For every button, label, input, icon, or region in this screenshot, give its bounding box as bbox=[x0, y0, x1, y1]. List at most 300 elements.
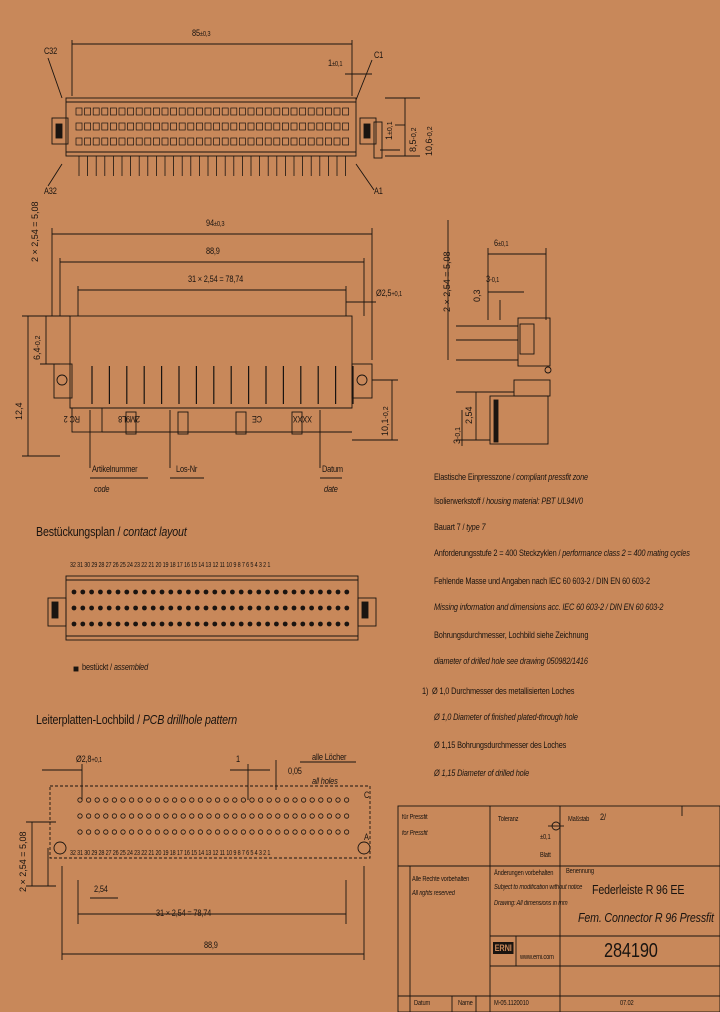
contact-dot bbox=[72, 606, 77, 611]
contact-dot bbox=[204, 590, 209, 595]
contact-dot bbox=[327, 606, 332, 611]
contact-dot bbox=[124, 590, 129, 595]
callout-date: date bbox=[324, 484, 338, 494]
top-contact-cell bbox=[179, 108, 185, 115]
top-contact-cell bbox=[317, 108, 323, 115]
top-contact-cell bbox=[291, 108, 297, 115]
top-contact-cell bbox=[274, 123, 280, 130]
top-contact-cell bbox=[222, 108, 228, 115]
pcb-note-de: alle Löcher bbox=[312, 752, 347, 762]
contact-dot bbox=[204, 622, 209, 627]
hole-note-2: Ø 1,15 Bohrungsdurchmesser des Loches bbox=[434, 740, 567, 750]
contact-dot bbox=[186, 622, 191, 627]
top-contact-cell bbox=[239, 108, 245, 115]
pcb-hole bbox=[164, 830, 168, 834]
pcb-hole bbox=[250, 830, 254, 834]
top-contact-cell bbox=[214, 108, 220, 115]
pcb-hole bbox=[250, 798, 254, 802]
top-contact-cell bbox=[196, 123, 202, 130]
pcb-hole bbox=[129, 798, 133, 802]
pcb-hole bbox=[112, 830, 116, 834]
title-website: www.erni.com bbox=[520, 954, 554, 961]
contact-layout-connector bbox=[48, 576, 376, 671]
pcb-pattern-drawing bbox=[26, 760, 370, 960]
title-footer-right: 07.02 bbox=[620, 1000, 634, 1007]
pcb-hole bbox=[172, 798, 176, 802]
title-subject-en: Subject to modification without notice bbox=[494, 884, 583, 891]
pcb-hole bbox=[121, 830, 125, 834]
pcb-hole bbox=[104, 830, 108, 834]
top-contact-cell bbox=[300, 123, 306, 130]
contact-dot bbox=[177, 622, 182, 627]
pcb-hole bbox=[250, 814, 254, 818]
front-left-big-dim: 12,4 bbox=[14, 402, 24, 420]
top-contact-cell bbox=[188, 138, 194, 145]
top-contact-cell bbox=[308, 123, 314, 130]
top-contact-cell bbox=[76, 123, 82, 130]
pcb-hole bbox=[198, 814, 202, 818]
pcb-hole bbox=[78, 830, 82, 834]
top-contact-cell bbox=[102, 108, 108, 115]
top-contact-cell bbox=[257, 108, 263, 115]
pcb-hole bbox=[138, 798, 142, 802]
top-contact-cell bbox=[282, 108, 288, 115]
contact-dot bbox=[283, 622, 288, 627]
top-contact-cell bbox=[145, 138, 151, 145]
pcb-hole bbox=[284, 814, 288, 818]
top-contact-cell bbox=[171, 108, 177, 115]
title-notice-en: All rights reserved bbox=[412, 890, 455, 897]
top-contact-cell bbox=[274, 108, 280, 115]
top-contact-cell bbox=[231, 123, 237, 130]
top-contact-cell bbox=[196, 138, 202, 145]
top-contact-cell bbox=[317, 123, 323, 130]
top-contact-cell bbox=[343, 138, 349, 145]
contact-dot bbox=[107, 622, 112, 627]
pcb-hole bbox=[86, 830, 90, 834]
contact-dot bbox=[212, 590, 217, 595]
contact-dot bbox=[274, 590, 279, 595]
top-right-dim: 1±0,1 bbox=[328, 58, 343, 68]
top-contact-cell bbox=[325, 123, 331, 130]
contact-dot bbox=[309, 590, 314, 595]
top-contact-cell bbox=[93, 138, 99, 145]
contact-dot bbox=[72, 590, 77, 595]
top-contact-cell bbox=[257, 138, 263, 145]
top-pin-dim: 1±0,1 bbox=[384, 121, 394, 140]
hole-note-0: 1) Ø 1,0 Durchmesser des metallisierten Loches bbox=[422, 686, 575, 696]
top-contact-cell bbox=[110, 108, 116, 115]
callout-datum: Datum bbox=[322, 464, 343, 474]
top-contact-cell bbox=[317, 138, 323, 145]
contact-dot bbox=[116, 622, 121, 627]
contact-dot bbox=[344, 622, 349, 627]
side-b-dim: 0,3 bbox=[472, 289, 482, 302]
contact-dot bbox=[344, 606, 349, 611]
top-contact-cell bbox=[76, 108, 82, 115]
pcb-hole bbox=[215, 798, 219, 802]
pcb-row-a: A bbox=[364, 832, 369, 842]
pcb-hole bbox=[258, 798, 262, 802]
contact-layout-numbers: 32 31 30 29 28 27 26 25 24 23 22 21 20 19 18 17 16 15 14 13 12 11 10 9 8 7 6 5 4 3 2 1 bbox=[70, 562, 271, 569]
side-a-dim: 3-0,1 bbox=[486, 274, 500, 284]
label-a1: A1 bbox=[374, 186, 383, 196]
contact-dot bbox=[80, 590, 85, 595]
pcb-hole bbox=[276, 830, 280, 834]
pcb-pitch-dim: 31 × 2,54 = 78,74 bbox=[156, 908, 212, 918]
contact-dot bbox=[256, 590, 261, 595]
top-contact-cell bbox=[171, 123, 177, 130]
contact-dot bbox=[98, 622, 103, 627]
callout-artikel: Artikelnummer bbox=[92, 464, 138, 474]
contact-dot bbox=[133, 606, 138, 611]
pcb-hole bbox=[258, 830, 262, 834]
front-view-connector bbox=[22, 228, 398, 478]
pcb-hole bbox=[172, 814, 176, 818]
top-contact-cell bbox=[128, 108, 134, 115]
top-contact-cell bbox=[308, 108, 314, 115]
title-drawing-note: Drawing: All dimensions in mm bbox=[494, 900, 568, 907]
pcb-hole bbox=[344, 798, 348, 802]
title-product-en: Fem. Connector R 96 Pressfit bbox=[578, 910, 714, 925]
contact-dot bbox=[142, 590, 147, 595]
pcb-hole bbox=[267, 814, 271, 818]
pcb-hole-dim: Ø2,8+0,1 bbox=[76, 754, 103, 764]
contact-dot bbox=[265, 590, 270, 595]
contact-dot bbox=[212, 622, 217, 627]
top-view-connector bbox=[48, 40, 420, 190]
contact-dot bbox=[318, 590, 323, 595]
contact-dot bbox=[89, 590, 94, 595]
top-contact-cell bbox=[93, 123, 99, 130]
contact-dot bbox=[292, 590, 297, 595]
front-body-dim: 88,9 bbox=[206, 246, 220, 256]
front-hole-dim: Ø2,5+0,1 bbox=[376, 288, 403, 298]
pcb-hole bbox=[129, 814, 133, 818]
top-contact-cell bbox=[205, 108, 211, 115]
contact-dot bbox=[72, 622, 77, 627]
top-contact-cell bbox=[291, 138, 297, 145]
pcb-hole bbox=[319, 798, 323, 802]
pcb-hole bbox=[95, 798, 99, 802]
side-c-dim: 2,54 bbox=[464, 406, 474, 424]
contact-dot bbox=[186, 590, 191, 595]
top-width-dim: 85±0,3 bbox=[192, 28, 211, 38]
top-contact-cell bbox=[171, 138, 177, 145]
top-contact-cell bbox=[76, 138, 82, 145]
top-contact-cell bbox=[153, 108, 159, 115]
pcb-hole bbox=[129, 830, 133, 834]
top-contact-cell bbox=[153, 138, 159, 145]
contact-dot bbox=[283, 590, 288, 595]
top-pin-rows bbox=[76, 108, 349, 145]
contact-dot bbox=[168, 590, 173, 595]
pcb-hole bbox=[155, 814, 159, 818]
spec-line-0: Elastische Einpresszone / compliant pressfit zone bbox=[434, 472, 589, 482]
top-contact-cell bbox=[136, 108, 142, 115]
top-contact-cell bbox=[214, 123, 220, 130]
contact-dot bbox=[107, 606, 112, 611]
title-scale-label: Maßstab bbox=[568, 816, 590, 823]
pcb-hole bbox=[121, 814, 125, 818]
top-contact-cell bbox=[128, 138, 134, 145]
pcb-hole bbox=[121, 798, 125, 802]
title-footer-left: Datum bbox=[414, 1000, 431, 1007]
pcb-pattern-title: Leiterplatten-Lochbild / PCB drillhole pattern bbox=[36, 712, 238, 727]
top-contact-cell bbox=[162, 108, 168, 115]
pcb-row-c: C bbox=[364, 790, 370, 800]
contact-dot bbox=[221, 622, 226, 627]
pcb-hole bbox=[215, 814, 219, 818]
top-contact-cell bbox=[343, 108, 349, 115]
pcb-hole bbox=[336, 814, 340, 818]
pcb-hole bbox=[344, 814, 348, 818]
pcb-hole bbox=[112, 798, 116, 802]
spec-line-2: Bauart 7 / type 7 bbox=[434, 522, 486, 532]
contact-dot bbox=[116, 590, 121, 595]
top-contact-cell bbox=[257, 123, 263, 130]
title-tolerance-label: Toleranz bbox=[498, 816, 519, 823]
title-pressfit-de: für Pressfit bbox=[402, 814, 428, 821]
top-contact-cell bbox=[188, 108, 194, 115]
pcb-254-dim: 2,54 bbox=[94, 884, 108, 894]
label-c32: C32 bbox=[44, 46, 58, 56]
pcb-hole bbox=[86, 814, 90, 818]
front-right-dim: 10,1-0,2 bbox=[380, 406, 390, 436]
contact-dot bbox=[133, 622, 138, 627]
spec-line-1: Isolierwerkstoff / housing material: PBT UL94V0 bbox=[434, 496, 583, 506]
top-contact-cell bbox=[85, 108, 91, 115]
spec-line-6: Bohrungsdurchmesser, Lochbild siehe Zeichnung bbox=[434, 630, 589, 640]
pcb-hole bbox=[276, 814, 280, 818]
pcb-hole bbox=[224, 798, 228, 802]
front-overall-dim: 94±0,3 bbox=[206, 218, 225, 228]
contact-dot bbox=[133, 590, 138, 595]
pcb-hole bbox=[301, 814, 305, 818]
contact-dot bbox=[230, 606, 235, 611]
top-contact-cell bbox=[119, 138, 125, 145]
contact-dot bbox=[168, 622, 173, 627]
pcb-hole bbox=[198, 830, 202, 834]
marking-code: 2M9L8 bbox=[118, 414, 140, 424]
pcb-hole bbox=[181, 830, 185, 834]
title-drawing-number: 284190 bbox=[604, 940, 658, 962]
contact-dot bbox=[292, 622, 297, 627]
top-contact-cell bbox=[300, 138, 306, 145]
top-contact-cell bbox=[110, 138, 116, 145]
front-pitch-dim: 31 × 2,54 = 78,74 bbox=[188, 274, 244, 284]
contact-dot bbox=[239, 622, 244, 627]
contact-dot bbox=[239, 590, 244, 595]
top-contact-cell bbox=[128, 123, 134, 130]
contact-dot bbox=[248, 606, 253, 611]
pcb-hole bbox=[138, 814, 142, 818]
pcb-hole bbox=[207, 798, 211, 802]
top-contact-cell bbox=[205, 123, 211, 130]
marking-rc2: RC 2 bbox=[63, 414, 80, 424]
contact-dot bbox=[230, 622, 235, 627]
contact-dot bbox=[309, 622, 314, 627]
pcb-hole bbox=[284, 830, 288, 834]
contact-dot bbox=[256, 622, 261, 627]
top-contact-cell bbox=[325, 108, 331, 115]
title-footer-mid: Name bbox=[458, 1000, 473, 1007]
hole-note-3: Ø 1,15 Diameter of drilled hole bbox=[434, 768, 530, 778]
contact-dot bbox=[318, 606, 323, 611]
pcb-hole bbox=[198, 798, 202, 802]
contact-dot bbox=[221, 606, 226, 611]
contact-dot bbox=[248, 622, 253, 627]
top-contact-cell bbox=[214, 138, 220, 145]
top-contact-cell bbox=[248, 108, 254, 115]
pcb-small-dim: 0,05 bbox=[288, 766, 302, 776]
top-contact-cell bbox=[325, 138, 331, 145]
pcb-hole bbox=[147, 830, 151, 834]
erni-logo: ERNI bbox=[494, 943, 512, 953]
contact-layout-title: Bestückungsplan / contact layout bbox=[36, 524, 187, 539]
top-contact-cell bbox=[265, 108, 271, 115]
pcb-hole bbox=[112, 814, 116, 818]
contact-dot bbox=[336, 606, 341, 611]
contact-dot bbox=[160, 622, 165, 627]
contact-dot bbox=[221, 590, 226, 595]
contact-layout-dots bbox=[72, 590, 350, 627]
top-contact-cell bbox=[102, 138, 108, 145]
top-contact-cell bbox=[85, 138, 91, 145]
pcb-hole bbox=[327, 798, 331, 802]
pcb-hole bbox=[233, 798, 237, 802]
top-contact-cell bbox=[85, 123, 91, 130]
pcb-hole bbox=[78, 814, 82, 818]
pcb-hole bbox=[276, 798, 280, 802]
contact-dot bbox=[107, 590, 112, 595]
pcb-hole bbox=[86, 798, 90, 802]
spec-line-3: Anforderungsstufe 2 = 400 Steckzyklen / performance class 2 = 400 mating cycles bbox=[434, 548, 690, 558]
pcb-hole bbox=[207, 814, 211, 818]
contact-dot bbox=[292, 606, 297, 611]
contact-dot bbox=[89, 622, 94, 627]
title-product-de: Federleiste R 96 EE bbox=[592, 882, 685, 897]
contact-dot bbox=[177, 606, 182, 611]
contact-dot bbox=[239, 606, 244, 611]
contact-dot bbox=[318, 622, 323, 627]
contact-dot bbox=[151, 606, 156, 611]
contact-dot bbox=[283, 606, 288, 611]
pcb-hole bbox=[310, 830, 314, 834]
contact-dot bbox=[265, 606, 270, 611]
contact-dot bbox=[327, 590, 332, 595]
pcb-hole bbox=[164, 814, 168, 818]
top-contact-cell bbox=[274, 138, 280, 145]
top-contact-cell bbox=[222, 123, 228, 130]
contact-dot bbox=[300, 622, 305, 627]
top-contact-cell bbox=[231, 108, 237, 115]
top-vertical-dim: 2 × 2,54 = 5,08 bbox=[30, 201, 40, 262]
pcb-hole bbox=[267, 798, 271, 802]
top-contact-cell bbox=[282, 123, 288, 130]
side-top-dim: 6±0,1 bbox=[494, 238, 509, 248]
top-contact-cell bbox=[188, 123, 194, 130]
pcb-hole bbox=[336, 798, 340, 802]
pcb-hole bbox=[78, 798, 82, 802]
top-contact-cell bbox=[334, 123, 340, 130]
pcb-hole bbox=[147, 798, 151, 802]
contact-dot bbox=[248, 590, 253, 595]
top-contact-cell bbox=[93, 108, 99, 115]
pcb-hole bbox=[293, 798, 297, 802]
top-contact-cell bbox=[102, 123, 108, 130]
top-contact-cell bbox=[145, 123, 151, 130]
contact-dot bbox=[98, 590, 103, 595]
contact-dot bbox=[168, 606, 173, 611]
top-contact-cell bbox=[205, 138, 211, 145]
pcb-hole bbox=[190, 830, 194, 834]
pcb-hole bbox=[293, 830, 297, 834]
marking-xxxx: XXXX bbox=[292, 414, 312, 424]
pcb-hole bbox=[207, 830, 211, 834]
contact-dot bbox=[116, 606, 121, 611]
top-contact-cell bbox=[222, 138, 228, 145]
title-pressfit-en: for Pressfit bbox=[402, 830, 428, 837]
contact-dot bbox=[142, 606, 147, 611]
pcb-hole bbox=[172, 830, 176, 834]
top-contact-cell bbox=[136, 138, 142, 145]
pcb-hole bbox=[181, 798, 185, 802]
contact-dot bbox=[124, 606, 129, 611]
top-contact-cell bbox=[334, 138, 340, 145]
pcb-hole bbox=[95, 814, 99, 818]
pcb-hole bbox=[258, 814, 262, 818]
top-contact-cell bbox=[110, 123, 116, 130]
pcb-hole bbox=[327, 814, 331, 818]
contact-dot bbox=[336, 622, 341, 627]
title-block-frame bbox=[398, 806, 720, 1012]
contact-layout-legend: bestückt / assembled bbox=[82, 662, 149, 672]
callout-code: code bbox=[94, 484, 110, 494]
pcb-hole bbox=[319, 814, 323, 818]
pcb-hole bbox=[284, 798, 288, 802]
contact-dot bbox=[274, 622, 279, 627]
legend-marker bbox=[74, 667, 78, 671]
pcb-hole bbox=[215, 830, 219, 834]
pcb-hole bbox=[327, 830, 331, 834]
pcb-hole bbox=[293, 814, 297, 818]
top-contact-cell bbox=[196, 108, 202, 115]
top-contact-cell bbox=[248, 138, 254, 145]
pcb-hole bbox=[155, 830, 159, 834]
title-sheet-value: 2/ bbox=[600, 812, 606, 822]
pcb-hole bbox=[155, 798, 159, 802]
contact-dot bbox=[309, 606, 314, 611]
contact-dot bbox=[186, 606, 191, 611]
pcb-hole-dots bbox=[78, 798, 349, 834]
pcb-hole bbox=[319, 830, 323, 834]
top-contact-cell bbox=[239, 123, 245, 130]
front-pin-contacts bbox=[92, 366, 353, 404]
contact-dot bbox=[327, 622, 332, 627]
pcb-hole bbox=[336, 830, 340, 834]
top-contact-cell bbox=[231, 138, 237, 145]
contact-dot bbox=[274, 606, 279, 611]
contact-dot bbox=[195, 590, 200, 595]
pcb-pitch-small-dim: 1 bbox=[236, 754, 240, 764]
contact-dot bbox=[336, 590, 341, 595]
title-benennung: Benennung bbox=[566, 868, 594, 875]
contact-dot bbox=[160, 590, 165, 595]
top-contact-cell bbox=[119, 123, 125, 130]
pcb-hole bbox=[104, 798, 108, 802]
contact-dot bbox=[300, 590, 305, 595]
